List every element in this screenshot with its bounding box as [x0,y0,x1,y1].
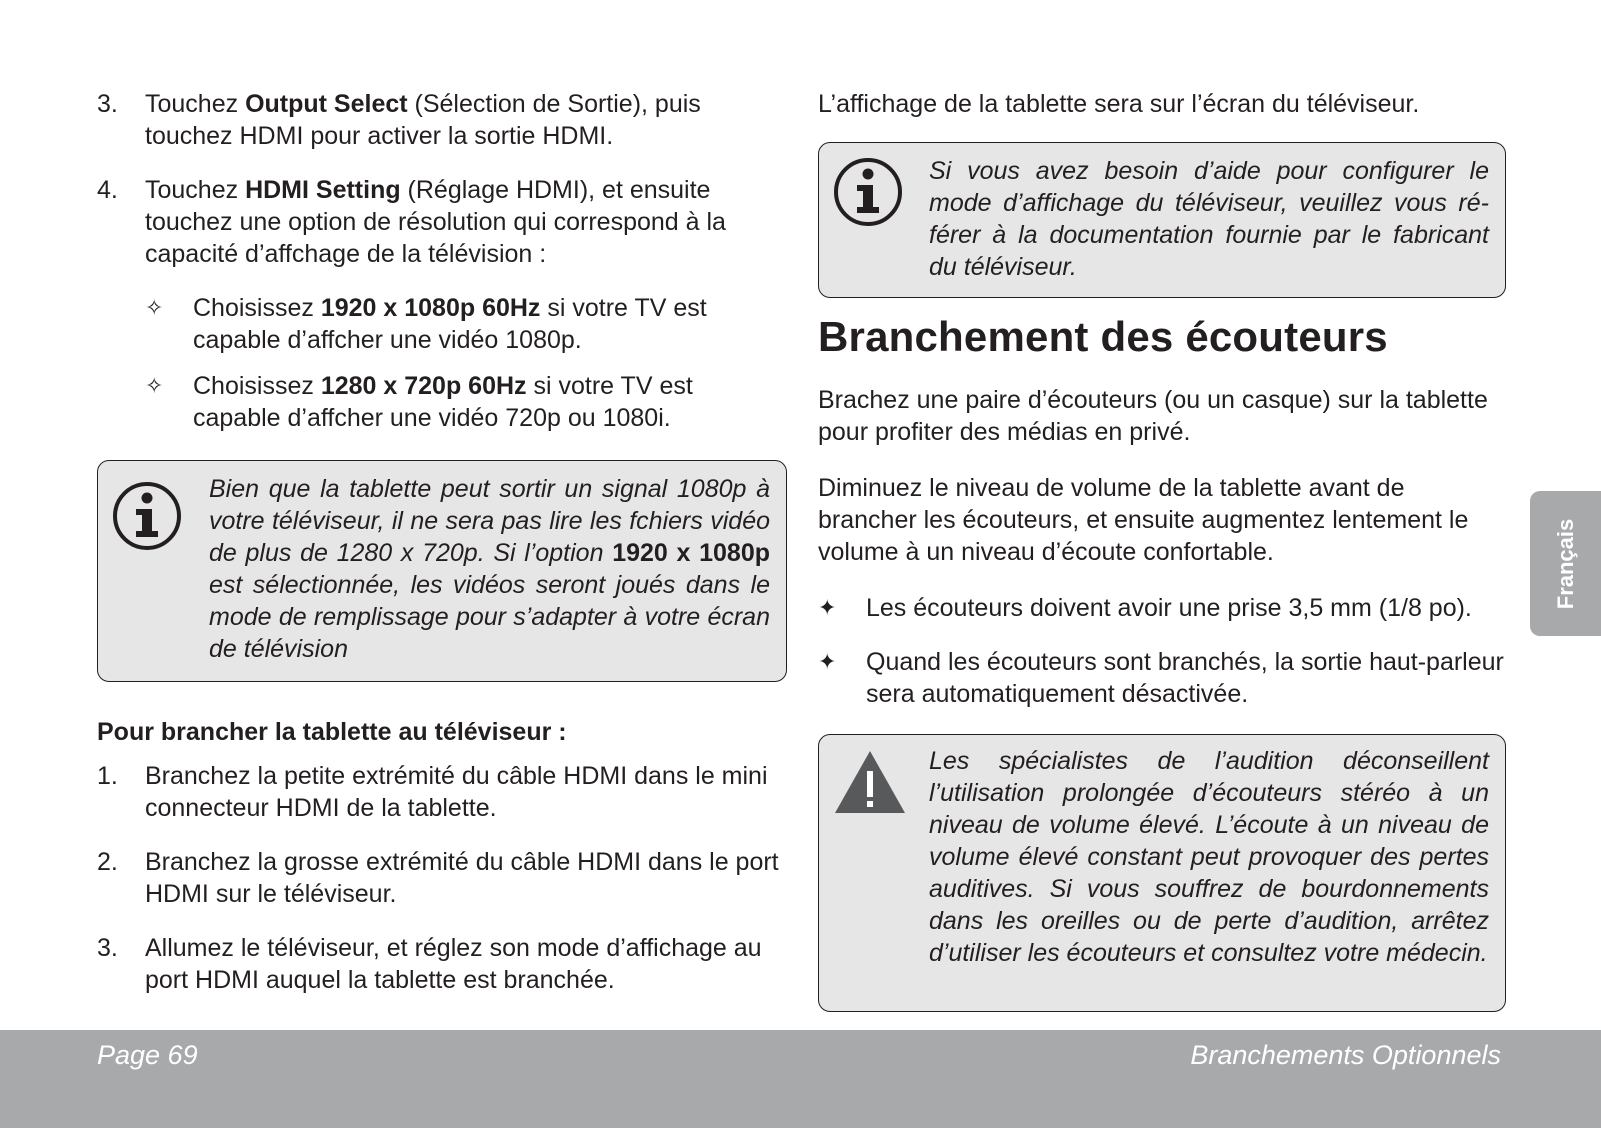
step-3 [97,88,787,152]
step-text-pre: Touchez [145,90,246,118]
section-heading: Branchement des écouteurs [818,313,1388,360]
step-number: 3. [97,90,118,118]
left-column [97,88,787,1018]
bullet-text: Les écouteurs doivent avoir une prise 3,5 mm (1/8 po). [866,594,1472,622]
note-text-post: est sélectionnée, les vidéos seront joués dans le mode de remplissage pour s’adapter à votre écran de télévision [209,571,770,663]
diamond-bullet-icon: ✧ [145,373,164,398]
step-number: 1. [97,762,118,790]
connect-step-1 [97,760,787,824]
info-note-1080p [97,460,787,682]
step-text [145,88,787,152]
option-text-pre: Choisissez [193,372,321,400]
subheading-connect-tv: Pour brancher la tablette au téléviseur : [97,718,567,746]
option-720p [145,370,787,434]
info-icon [112,481,182,551]
connect-step-2 [97,846,787,910]
page-footer [0,1030,1601,1128]
step-text: Branchez la grosse extrémité du câble HDMI dans le port HDMI sur le téléviseur. [145,848,779,908]
warning-note [818,734,1506,1012]
bullet-jack [818,592,1506,624]
step-text-bold: HDMI Setting [245,176,401,204]
info-note-text [209,473,770,665]
step-text [145,174,787,270]
step-text-post: (Sélection de Sortie), puis touchez HDMI pour activer la sortie HDMI. [145,90,701,150]
language-tab-label: Français [1552,518,1578,609]
option-text [193,370,787,434]
option-text-post: si votre TV est capable d’affcher une vidéo 1080p. [193,294,707,354]
connect-step-3 [97,932,787,996]
step-text: Allumez le téléviseur, et réglez son mode d’affichage au port HDMI auquel la tablette est branchée. [145,934,762,994]
info-note-text: Si vous avez besoin d’aide pour configurer le mode d’affichage du téléviseur, veuillez vous ré-férer à la documentation fournie par le fabricant du téléviseur. [929,157,1489,281]
footer-section-title: Branchements Optionnels [1190,1040,1501,1070]
option-1080p [145,292,787,356]
option-text-pre: Choisissez [193,294,321,322]
option-text-bold: 1920 x 1080p 60Hz [320,294,541,322]
page-number: Page 69 [97,1040,198,1070]
note-text-pre: Bien que la tablette peut sortir un signal 1080p à votre téléviseur, il ne sera pas lire les fchiers vidéo de plus de 1280 x 720p. Si l’option [209,475,770,567]
step-number: 4. [97,176,118,204]
star-bullet-icon: ✦ [818,595,837,620]
step-text: Branchez la petite extrémité du câble HDMI dans le mini connecteur HDMI de la tablette. [145,762,768,822]
step-number: 2. [97,848,118,876]
intro-text: L’affichage de la tablette sera sur l’écran du téléviseur. [818,90,1420,118]
diamond-bullet-icon: ✧ [145,295,164,320]
step-text-post: (Réglage HDMI), et ensuite touchez une option de résolution qui correspond à la capacité d’affchage de la télévision : [145,176,726,268]
step-text-pre: Touchez [145,176,246,204]
step-4 [97,174,787,270]
paragraph-headphones: Brachez une paire d’écouteurs (ou un casque) sur la tablette pour profiter des médias en privé. [818,386,1488,446]
step-number: 3. [97,934,118,962]
language-tab [1530,491,1601,636]
info-note-tv [818,142,1506,298]
note-text-bold: 1920 x 1080p [612,539,770,567]
info-icon [833,157,903,227]
option-text [193,292,787,356]
step-text-bold: Output Select [245,90,408,118]
paragraph-volume: Diminuez le niveau de volume de la tablette avant de brancher les écouteurs, et ensuite augmentez lentement le volume à un niveau d’écoute confortable. [818,474,1469,566]
option-text-bold: 1280 x 720p 60Hz [320,372,527,400]
warning-text: Les spécialistes de l’audition déconseillent l’utilisation prolongée d’écouteurs stéréo à un niveau de volume élevé. L’écoute à un niveau de volume élevé constant peut provoquer des pertes auditives. Si vous souffrez de bourdonnements dans les oreilles ou de perte d’audition, arrêtez d’utiliser les écouteurs et consultez votre médecin. [929,747,1489,967]
star-bullet-icon: ✦ [818,649,837,674]
bullet-text: Quand les écouteurs sont branchés, la sortie haut-parleur sera automatiquement désactivée. [866,648,1504,708]
warning-icon [833,749,907,815]
right-column [818,88,1506,1012]
bullet-speaker [818,646,1506,710]
option-text-post: si votre TV est capable d’affcher une vidéo 720p ou 1080i. [193,372,693,432]
